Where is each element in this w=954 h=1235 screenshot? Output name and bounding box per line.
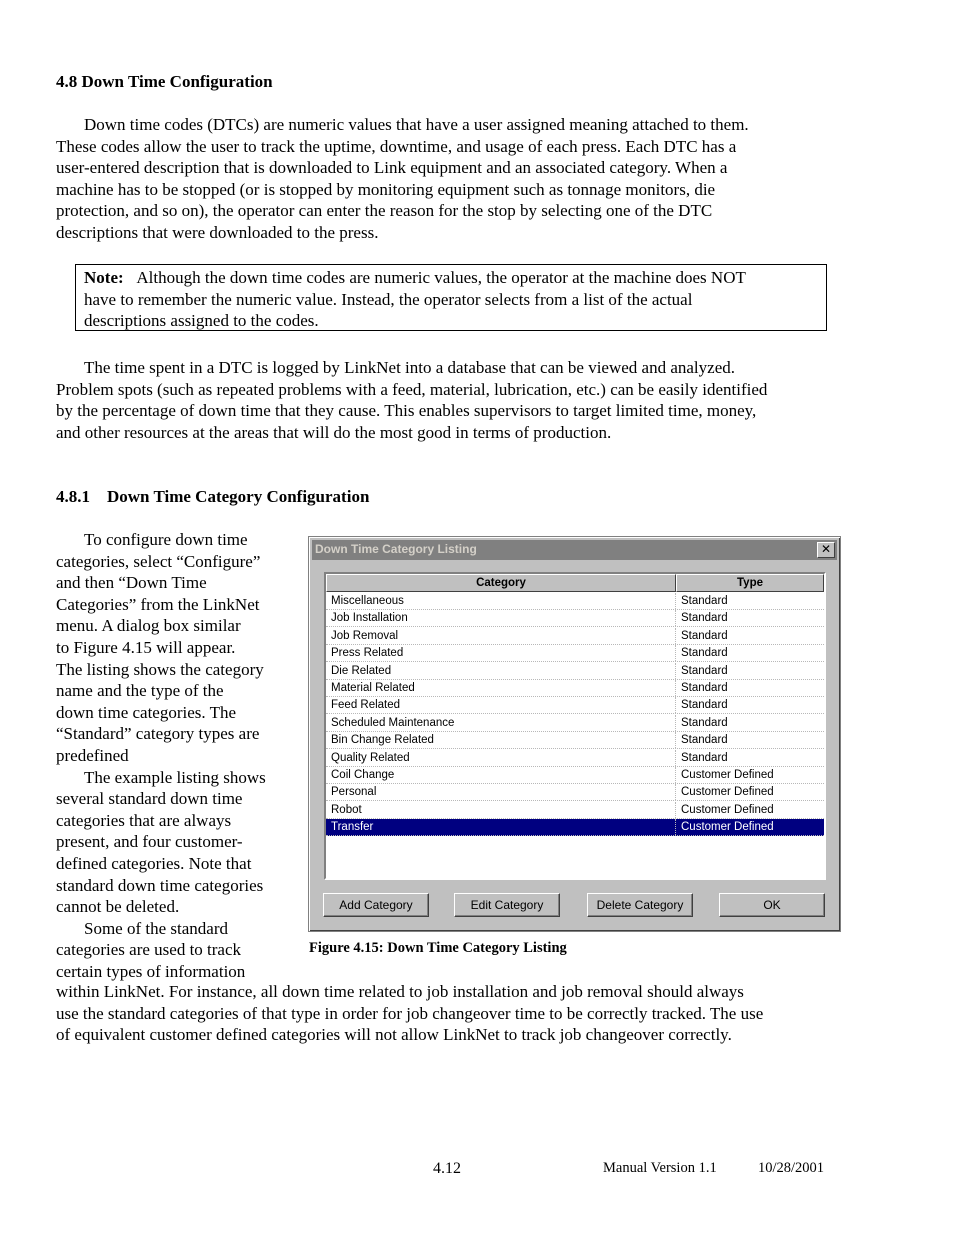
note-line: descriptions assigned to the codes. <box>84 311 319 331</box>
note-line: Note: Although the down time codes are numeric values, the operator at the machine does NOT <box>84 268 746 287</box>
table-row[interactable] <box>326 680 824 697</box>
paragraph-line: of equivalent customer defined categories will not allow LinkNet to track job changeover correctly. <box>56 1025 732 1045</box>
left-line: certain types of information <box>56 961 246 981</box>
left-line: Categories” from the LinkNet <box>56 594 260 614</box>
section-heading: 4.8 Down Time Configuration <box>56 72 273 91</box>
left-line: several standard down time <box>56 789 243 809</box>
table-row[interactable] <box>326 697 824 714</box>
intro-line: user-entered description that is downloaded to Link equipment and an associated category. When a <box>56 158 728 178</box>
column-divider <box>675 802 676 818</box>
left-line: and then “Down Time <box>56 573 207 593</box>
category-cell: Job Removal <box>331 629 399 642</box>
left-line: present, and four customer- <box>56 832 243 852</box>
intro-line: descriptions that were downloaded to the press. <box>56 222 379 242</box>
type-cell: Customer Defined <box>681 803 774 816</box>
column-divider <box>675 819 676 835</box>
paragraph-line: The time spent in a DTC is logged by LinkNet into a database that can be viewed and analyzed. <box>84 358 735 377</box>
column-divider <box>675 767 676 783</box>
dialog-title: Down Time Category Listing <box>315 542 477 556</box>
table-row[interactable] <box>326 802 824 819</box>
category-cell: Feed Related <box>331 699 401 712</box>
left-line: Some of the standard <box>84 918 228 938</box>
category-cell: Transfer <box>331 821 374 834</box>
category-cell: Coil Change <box>331 769 395 781</box>
type-cell: Standard <box>681 612 728 625</box>
left-column-text <box>56 529 296 982</box>
manual-version: Manual Version 1.1 <box>603 1160 717 1176</box>
note-line: have to remember the numeric value. Instead, the operator selects from a list of the actual <box>84 289 693 309</box>
category-cell: Bin Change Related <box>331 734 434 747</box>
table-row[interactable] <box>326 819 824 836</box>
table-row[interactable] <box>326 784 824 801</box>
category-cell: Job Installation <box>331 612 408 625</box>
column-divider <box>675 784 676 800</box>
left-line: To configure down time <box>84 530 248 549</box>
column-divider <box>675 628 676 644</box>
left-line: menu. A dialog box similar <box>56 616 241 636</box>
left-line: defined categories. Note that <box>56 853 252 873</box>
table-row[interactable] <box>326 628 824 645</box>
table-row[interactable] <box>326 767 824 784</box>
note-label: Note: <box>84 268 124 287</box>
left-line: name and the type of the <box>56 681 224 701</box>
close-icon[interactable]: ✕ <box>817 542 835 558</box>
edit-category-button[interactable]: Edit Category <box>454 893 560 917</box>
type-cell: Customer Defined <box>681 821 774 834</box>
table-row[interactable] <box>326 750 824 767</box>
delete-category-button[interactable]: Delete Category <box>587 893 693 917</box>
table-row[interactable] <box>326 663 824 680</box>
paragraph-two <box>56 357 767 443</box>
table-row[interactable] <box>326 645 824 662</box>
category-cell: Miscellaneous <box>331 595 404 607</box>
type-cell: Standard <box>681 682 728 694</box>
left-line: down time categories. The <box>56 702 237 722</box>
column-divider <box>675 680 676 696</box>
type-cell: Standard <box>681 664 728 677</box>
category-list[interactable] <box>324 572 826 880</box>
type-cell: Standard <box>681 751 728 764</box>
left-line: predefined <box>56 745 129 765</box>
type-cell: Standard <box>681 734 728 747</box>
type-cell: Customer Defined <box>681 769 774 781</box>
table-row[interactable] <box>326 715 824 732</box>
column-header-type[interactable]: Type <box>676 574 824 592</box>
paragraph-line: within LinkNet. For instance, all down time related to job installation and job removal should always <box>56 982 744 1001</box>
intro-line: Down time codes (DTCs) are numeric values that have a user assigned meaning attached to them. <box>84 115 749 134</box>
category-cell: Personal <box>331 786 377 799</box>
table-row[interactable] <box>326 732 824 749</box>
left-line: categories, select “Configure” <box>56 551 261 571</box>
type-cell: Standard <box>681 716 728 729</box>
type-cell: Customer Defined <box>681 786 774 799</box>
intro-line: machine has to be stopped (or is stopped by monitoring equipment such as tonnage monitors, die <box>56 179 716 199</box>
type-cell: Standard <box>681 595 728 607</box>
column-divider <box>675 732 676 748</box>
left-line: categories that are always <box>56 810 232 830</box>
left-line: to Figure 4.15 will appear. <box>56 637 236 657</box>
add-category-button[interactable]: Add Category <box>323 893 429 917</box>
subsection-heading: 4.8.1 Down Time Category Configuration <box>56 487 370 506</box>
column-divider <box>675 697 676 713</box>
note-box <box>75 264 827 331</box>
column-divider <box>675 750 676 766</box>
type-cell: Standard <box>681 699 728 712</box>
table-row[interactable] <box>326 593 824 610</box>
column-header-category[interactable]: Category <box>326 574 676 592</box>
column-divider <box>675 593 676 609</box>
category-cell: Quality Related <box>331 751 410 764</box>
page-number: 4.12 <box>433 1160 461 1177</box>
left-line: standard down time categories <box>56 875 264 895</box>
paragraph-line: use the standard categories of that type in order for job changeover time to be correctly tracked. The use <box>56 1003 764 1023</box>
intro-paragraph <box>56 114 749 244</box>
column-divider <box>675 610 676 626</box>
figure-caption: Figure 4.15: Down Time Category Listing <box>309 940 567 956</box>
table-row[interactable] <box>326 610 824 627</box>
paragraph-line: by the percentage of down time that they cause. This enables supervisors to target limited time, money, <box>56 401 757 421</box>
intro-line: protection, and so on), the operator can enter the reason for the stop by selecting one of the DTC <box>56 201 713 221</box>
category-cell: Scheduled Maintenance <box>331 716 455 729</box>
dialog-titlebar[interactable] <box>312 540 837 560</box>
ok-button[interactable]: OK <box>719 893 825 917</box>
type-cell: Standard <box>681 647 728 660</box>
footer-date: 10/28/2001 <box>758 1160 825 1176</box>
category-cell: Robot <box>331 803 362 816</box>
left-line: cannot be deleted. <box>56 897 180 917</box>
paragraph-line: Problem spots (such as repeated problems with a feed, material, lubrication, etc.) can be easily identified <box>56 379 768 399</box>
category-cell: Press Related <box>331 647 404 660</box>
left-line: The example listing shows <box>84 767 266 787</box>
down-time-category-dialog <box>308 536 841 932</box>
left-line: categories are used to track <box>56 940 242 960</box>
column-divider <box>675 715 676 731</box>
column-divider <box>675 645 676 661</box>
left-line: The listing shows the category <box>56 659 264 679</box>
type-cell: Standard <box>681 629 728 642</box>
category-cell: Material Related <box>331 682 415 694</box>
category-cell: Die Related <box>331 664 392 677</box>
paragraph-line: and other resources at the areas that will do the most good in terms of production. <box>56 422 612 442</box>
continuation-paragraph <box>56 981 763 1046</box>
column-divider <box>675 663 676 679</box>
left-line: “Standard” category types are <box>56 724 260 744</box>
intro-line: These codes allow the user to track the uptime, downtime, and usage of each press. Each DTC has a <box>56 136 737 156</box>
